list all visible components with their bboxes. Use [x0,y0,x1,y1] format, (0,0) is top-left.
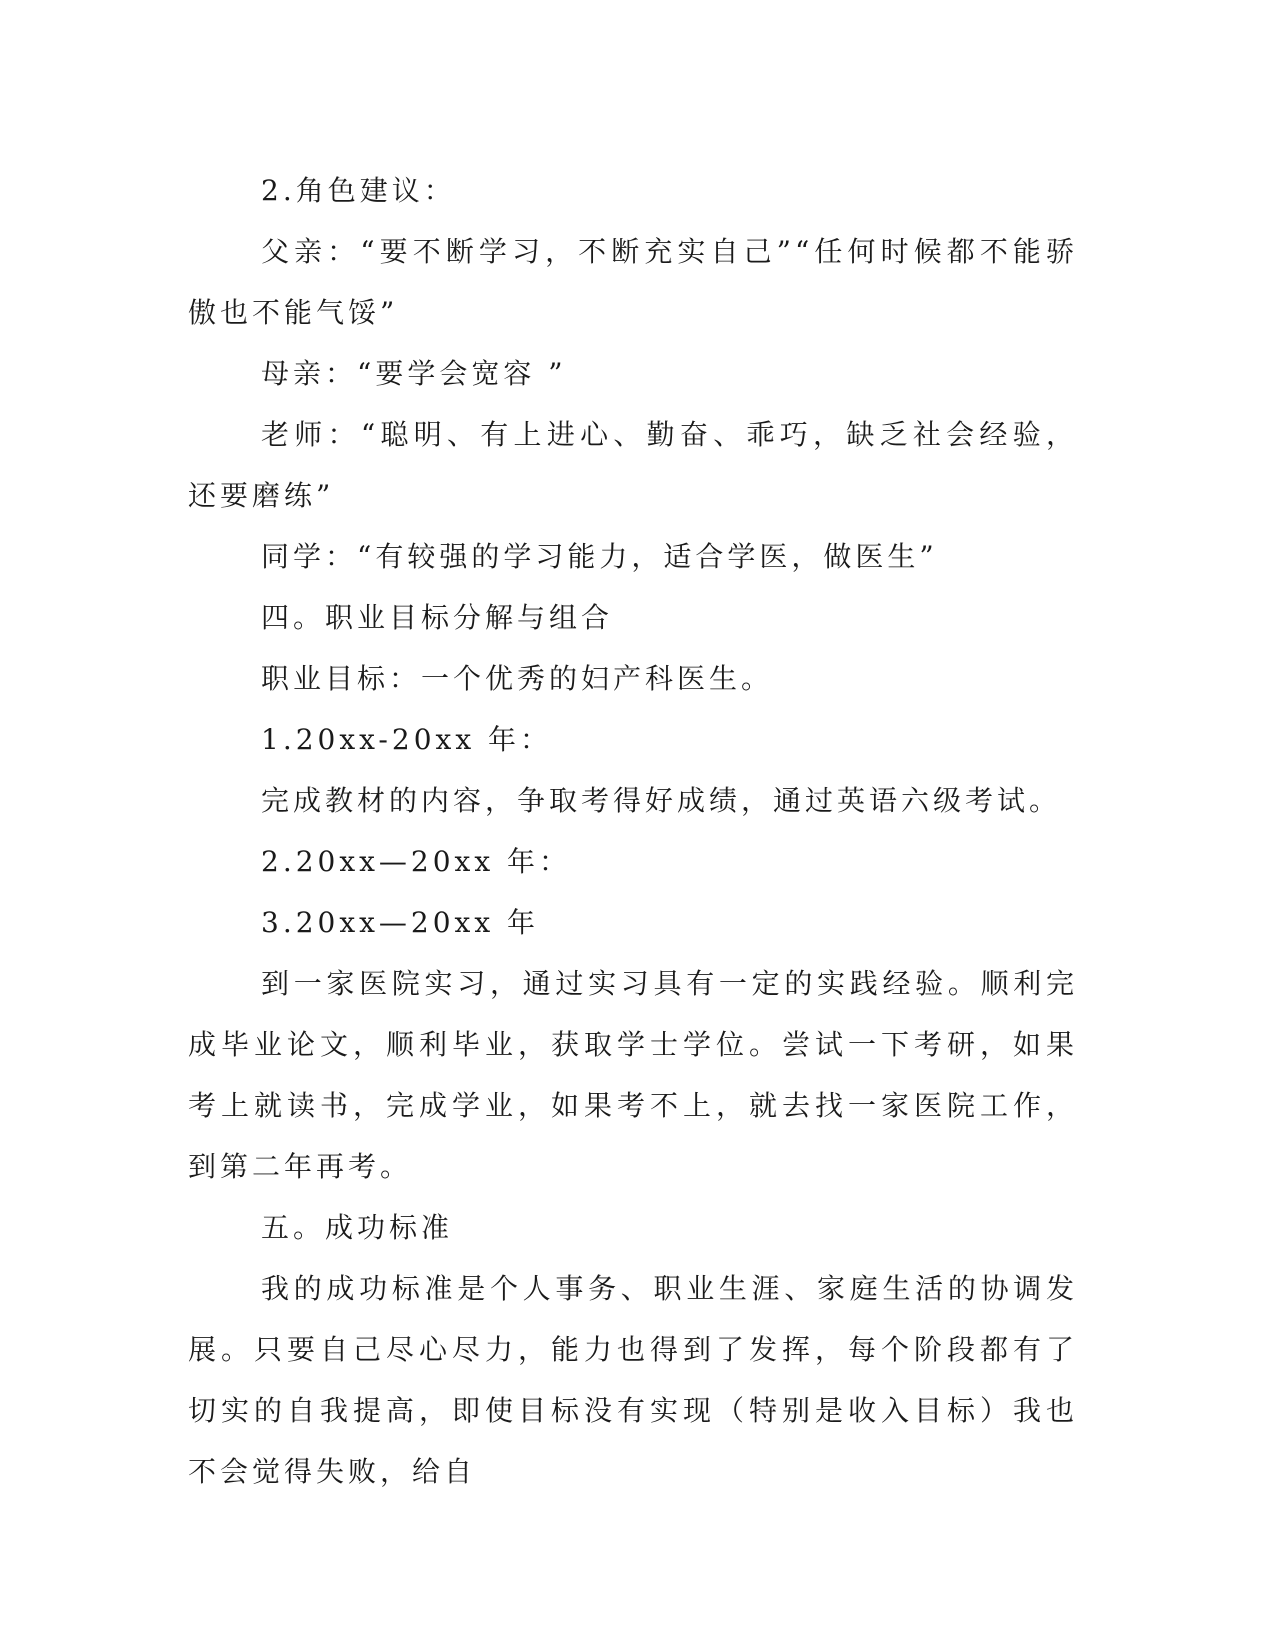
paragraph-career-goal: 职业目标：一个优秀的妇产科医生。 [261,662,774,695]
paragraph-stage-2-heading: 2.20xx—20xx 年： [261,845,572,878]
paragraph-father-advice: 父亲：“要不断学习，不断充实自己”“任何时候都不能骄傲也不能气馁” [188,235,1078,329]
section-heading-success-criteria: 五。成功标准 [261,1211,454,1244]
paragraph-stage-3-heading: 3.20xx—20xx 年 [261,906,540,939]
paragraph-stage-1-detail: 完成教材的内容，争取考得好成绩，通过英语六级考试。 [261,784,1062,817]
paragraph-stage-3-detail: 到一家医院实习，通过实习具有一定的实践经验。顺利完成毕业论文，顺利毕业，获取学士学位。尝试一下考研，如果考上就读书，完成学业，如果考不上，就去找一家医院工作，到第二年再考。 [188,967,1078,1183]
paragraph-mother-advice: 母亲：“要学会宽容 ” [261,357,567,390]
paragraph-teacher-advice: 老师：“聪明、有上进心、勤奋、乖巧，缺乏社会经验，还要磨练” [188,418,1078,512]
paragraph-role-advice-heading: 2.角色建议： [261,174,456,207]
section-heading-career-goals: 四。职业目标分解与组合 [261,601,614,634]
paragraph-stage-1-heading: 1.20xx-20xx 年： [261,723,553,756]
paragraph-success-criteria: 我的成功标准是个人事务、职业生涯、家庭生活的协调发展。只要自己尽心尽力，能力也得到了发挥，每个阶段都有了切实的自我提高，即使目标没有实现（特别是收入目标）我也不会觉得失败，给自 [188,1272,1078,1488]
paragraph-classmate-advice: 同学：“有较强的学习能力，适合学医，做医生” [261,540,938,573]
document-body [188,160,1078,1502]
